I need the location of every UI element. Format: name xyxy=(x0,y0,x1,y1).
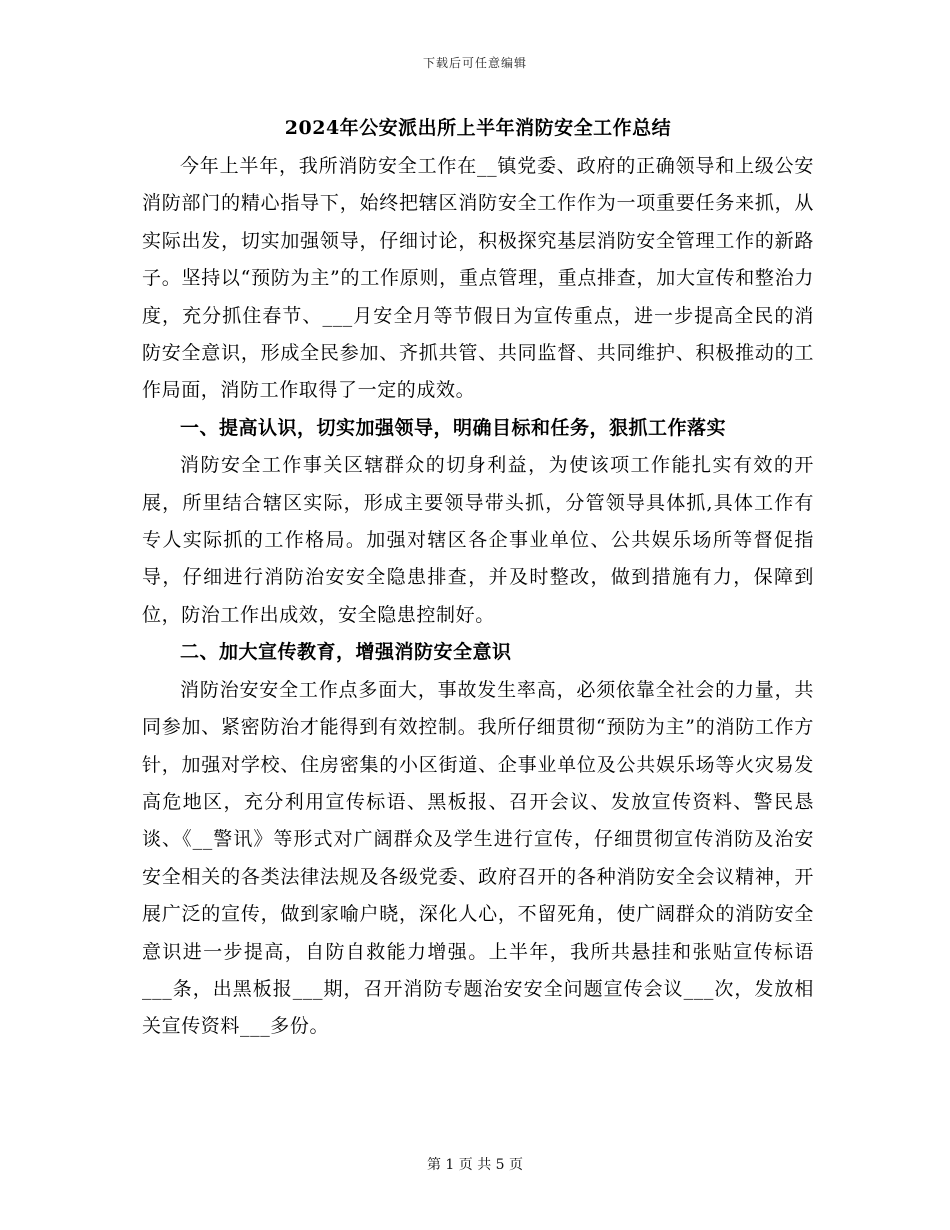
section-1-heading: 一、提高认识，切实加强领导，明确目标和任务，狠抓工作落实 xyxy=(180,416,727,439)
document-body xyxy=(142,108,814,1046)
section-2-heading: 二、加大宣传教育，增强消防安全意识 xyxy=(180,641,512,664)
page-header-note: 下载后可任意编辑 xyxy=(422,56,527,70)
page-number-footer: 第 1 页 共 5 页 xyxy=(426,1157,524,1173)
section-1-paragraph: 消防安全工作事关区辖群众的切身利益，为使该项工作能扎实有效的开展，所里结合辖区实际，形成主要领导带头抓，分管领导具体抓,具体工作有专人实际抓的工作格局。加强对辖区各企事业单位、公共娱乐场所等督促指导，仔细进行消防治安安全隐患排查，并及时整改，做到措施有力，保障到位，防治工作出成效，安全隐患控制好。 xyxy=(142,454,814,626)
document-title: 2024年公安派出所上半年消防安全工作总结 xyxy=(284,117,672,139)
intro-paragraph: 今年上半年，我所消防安全工作在__镇党委、政府的正确领导和上级公安消防部门的精心指导下，始终把辖区消防安全工作作为一项重要任务来抓，从实际出发，切实加强领导，仔细讨论，积极探究基层消防安全管理工作的新路子。坚持以“预防为主”的工作原则，重点管理，重点排查，加大宣传和整治力度，充分抓住春节、___月安全月等节假日为宣传重点，进一步提高全民的消防安全意识，形成全民参加、齐抓共管、共同监督、共同维护、积极推动的工作局面，消防工作取得了一定的成效。 xyxy=(142,155,814,402)
section-2-paragraph: 消防治安安全工作点多面大，事故发生率高，必须依靠全社会的力量，共同参加、紧密防治才能得到有效控制。我所仔细贯彻“预防为主”的消防工作方针，加强对学校、住房密集的小区街道、企事业单位及公共娱乐场等火灾易发高危地区，充分利用宣传标语、黑板报、召开会议、发放宣传资料、警民恳谈、《__警讯》等形式对广阔群众及学生进行宣传，仔细贯彻宣传消防及治安安全相关的各类法律法规及各级党委、政府召开的各种消防安全会议精神，开展广泛的宣传，做到家喻户晓，深化人心，不留死角，使广阔群众的消防安全意识进一步提高，自防自救能力增强。上半年，我所共悬挂和张贴宣传标语___条，出黑板报___期，召开消防专题治安安全问题宣传会议___次，发放相关宣传资料___多份。 xyxy=(142,678,814,1038)
